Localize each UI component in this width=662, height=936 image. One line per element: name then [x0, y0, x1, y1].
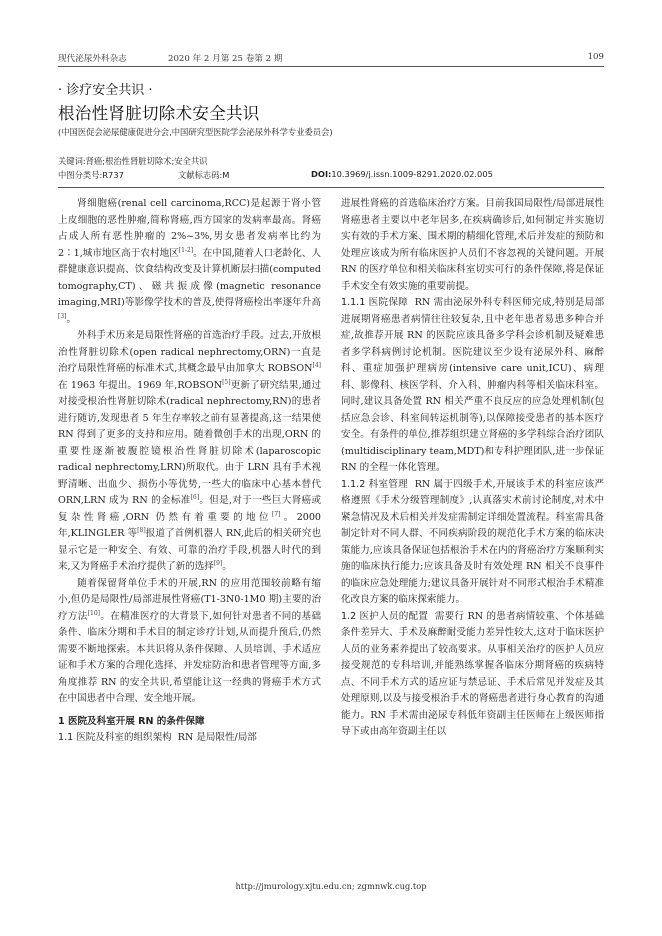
section-heading-1: 1 医院及科室开展 RN 的条件保障 — [58, 715, 205, 727]
citation[interactable]: [3] — [58, 312, 67, 320]
citation[interactable]: [1-2] — [178, 246, 194, 254]
subsection-1-1: 1.1 医院及科室的组织架构 RN 是局限性/局部 — [58, 732, 257, 743]
subsection-label: 1.1 医院及科室的组织架构 — [58, 732, 172, 743]
article-title: 根治性肾脏切除术安全共识 — [58, 104, 260, 123]
header-divider — [58, 187, 604, 188]
citation[interactable]: [10] — [87, 609, 101, 617]
doi-label: DOI: — [311, 169, 332, 179]
paragraph-scope: 随着保留肾单位手术的开展,RN 的应用范围较前略有缩小,但仍是局限性/局部进展性肾癌(T1-3N0-1M0 期)主要的治疗方法[10]。在精准医疗的大背景下,如何针对患者不同的基础条件、临床分期和手术目的制定诊疗计划,从而提升预后,仍然需要不断地探索。本共识将从条件保障、人员培训、手术适应证和手术方案的合理化选择、并发症防治和患者管理等方面,多角度推荐 RN 的安全共识,希望能让这一经典的肾癌手术方式在中国患者中合理、安全地开展。 — [58, 577, 321, 704]
citation[interactable]: [6] — [190, 494, 200, 501]
subsection-1-1-1: 1.1.1 医院保障 RN 需由泌尿外科专科医师完成,特别是局部进展期肾癌患者病情往往较复杂,且中老年患者易患多种合并症,故推荐开展 RN 的医院应该具备多学科会诊机制及疑难患者多学科病例讨论机制。医院建议至少设有泌尿外科、麻醉科、重症加强护理病房(intensive care unit,ICU)、病理科、影像科、核医学科、介入科、肿瘤内科等相关临床科室。同时,建议具备处置 RN 相关严重不良反应的应急处理机制(包括应急会诊、科室间转运机制等),以保障接受患者的基本医疗安全。有条件的单位,推荐组织建立肾癌的多学科综合治疗团队(multidisciplinary team,MDT)和专科护理团队,进一步保证 RN 的全程一体化管理。 — [341, 297, 604, 473]
subsection-label: 1.1.2 科室管理 — [341, 478, 409, 490]
citation[interactable]: [7] — [271, 510, 281, 518]
citation[interactable]: [9] — [213, 560, 223, 567]
document-code: 文献标志码:M — [178, 170, 230, 180]
clc-number: 中图分类号:R737 — [58, 170, 124, 180]
keywords: 关键词:肾癌;根治性肾脏切除术;安全共识 — [58, 156, 208, 166]
author-affiliations: (中国医促会泌尿健康促进分会,中国研究型医院学会泌尿外科学专业委员会) — [58, 127, 333, 137]
paragraph-continued: 进展性肾癌的首选临床治疗方案。目前我国局限性/局部进展性肾癌患者主要以中老年居多,在疾病确诊后,如何制定并实施切实有效的手术方案、围术期的精细化管理,术后并发症的预防和处理应该成为所有临床医护人员们不容忽视的关键问题。开展 RN 的医疗单位和相关临床科室切实可行的条件保障,将是保证手术安全有效实施的重要前提。 — [341, 198, 604, 292]
page-number: 109 — [587, 52, 604, 62]
left-column — [58, 196, 321, 747]
subsection-label: 1.2 医护人员的配置 — [341, 610, 429, 622]
journal-name: 现代泌尿外科杂志 — [58, 54, 127, 64]
paragraph-intro: 肾细胞癌(renal cell carcinoma,RCC)是起源于肾小管上皮细胞的恶性肿瘤,简称肾癌,西方国家的发病率最高。肾癌占成人所有恶性肿瘤的 2%~3%,男女患者发病率比约为 2∶1,城市地区高于农村地区[1-2]。在中国,随着人口老龄化、人群健康意识提高、饮食结构改变及计算机断层扫描(computed tomography,CT)、磁共振成像(magnetic resonance imaging,MRI)等影像学技术的普及,使得肾癌检出率逐年升高[3]。 — [58, 198, 321, 325]
right-column — [341, 196, 604, 741]
issue-info: 2020 年 2 月第 25 卷第 2 期 — [168, 54, 283, 64]
doi — [311, 169, 493, 179]
subsection-label: 1.1.1 医院保障 — [341, 297, 409, 308]
running-header — [58, 52, 604, 67]
footer-url: http://jmurology.xjtu.edu.cn; zgmnwk.cug.top — [235, 881, 427, 891]
subsection-1-1-2: 1.1.2 科室管理 RN 属于四级手术,开展该手术的科室应该严格遵照《手术分级管理制度》,认真落实术前讨论制度,对术中紧急情况及术后相关并发症需制定详细处置流程。科室需具备制定针对不同人群、不同疾病阶段的规范化手术方案的临床决策能力,应该具备保证包括根治手术在内的肾癌治疗方案顺利实施的临床执行能力;应该具备及时有效处理 RN 相关不良事件的临床应急处理能力;建议具备开展针对不同形式根治手术精准化改良方案的临床探索能力。 — [341, 478, 604, 605]
paragraph-history: 外科手术历来是局限性肾癌的首选治疗手段。过去,开放根治性肾脏切除术(open radical nephrectomy,ORN)一直是治疗局限性肾癌的标准术式,其概念最早由加拿大 ROBSON[4]在 1963 年提出。1969 年,ROBSON[5]更新了研究结果,通过对接受根治性肾脏切除术(radical nephrectomy,RN)的患者进行随访,发现患者 5 年生存率较之前有显著提高,这一结果使 RN 得到了更多的支持和应用。随着微创手术的出现,ORN 的重要性逐渐被腹腔镜根治性肾脏切除术(laparoscopic radical nephrectomy,LRN)所取代。由于 LRN 具有手术视野清晰、出血少、损伤小等优势,一些大的临床中心基本替代 ORN,LRN 成为 RN 的金标准[6]。但是,对于一些巨大肾癌或复杂性肾癌,ORN 仍然有着重要的地位[7]。2000 年,KLINGLER 等[8]报道了首例机器人 RN,此后的相关研究也显示它是一种安全、有效、可靠的治疗手段,机器人时代的到来,又为肾癌手术治疗提供了新的选择[9]。 — [58, 330, 322, 572]
article-meta — [58, 169, 604, 181]
subsection-1-2: 1.2 医护人员的配置 需要行 RN 的患者病情较重、个体基础条件差异大、手术及麻醉耐受能力差异性较大,这对于临床医护人员的业务素养提出了较高要求。从事相关治疗的医护人员应接受规范的专科培训,并能熟练掌握各临床分期肾癌的疾病特点、不同手术方式的适应证与禁忌证、手术后常见并发症及其处理原则,以及与接受根治手术的肾癌患者进行身心教育的沟通能力。RN 手术需由泌尿专科低年资副主任医师在上级医师指导下或由高年资副主任以 — [341, 610, 605, 737]
citation[interactable]: [4] — [312, 362, 321, 369]
citation[interactable]: [8] — [137, 527, 146, 534]
citation[interactable]: [5] — [222, 378, 231, 386]
column-tag: · 诊疗安全共识 · — [58, 83, 153, 98]
doi-value: 10.3969/j.issn.1009-8291.2020.02.005 — [331, 169, 493, 179]
